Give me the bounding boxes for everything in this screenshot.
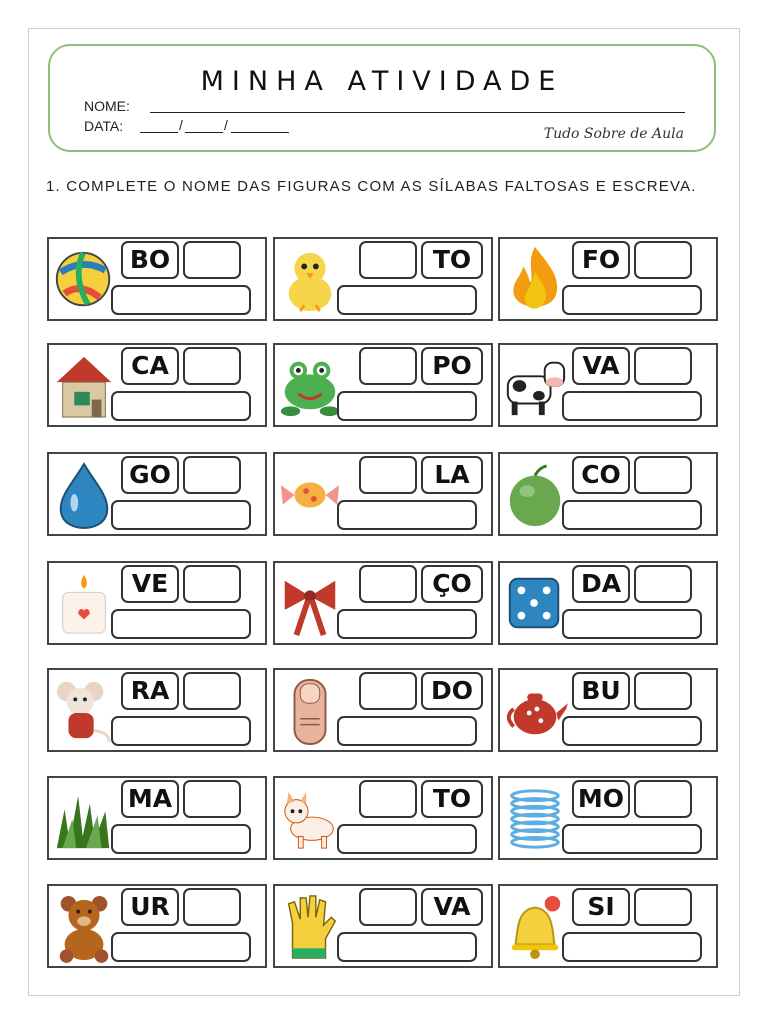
exercise-card xyxy=(47,343,267,427)
exercise-card xyxy=(273,668,493,752)
missing-syllable-box[interactable] xyxy=(359,672,417,710)
syllable-box: TO xyxy=(421,780,483,818)
syllable-box: ÇO xyxy=(421,565,483,603)
answer-field[interactable] xyxy=(337,824,477,854)
fire-icon xyxy=(502,243,568,317)
answer-field[interactable] xyxy=(111,285,251,315)
missing-syllable-box[interactable] xyxy=(359,888,417,926)
missing-syllable-box[interactable] xyxy=(634,672,692,710)
syllable-box: GO xyxy=(121,456,179,494)
answer-field[interactable] xyxy=(562,824,702,854)
answer-field[interactable] xyxy=(111,824,251,854)
bell-icon xyxy=(502,890,568,964)
syllable-box: UR xyxy=(121,888,179,926)
exercise-card xyxy=(47,237,267,321)
grass-icon xyxy=(51,782,117,856)
exercise-card xyxy=(498,237,718,321)
mouse-icon xyxy=(51,674,117,748)
missing-syllable-box[interactable] xyxy=(634,347,692,385)
answer-field[interactable] xyxy=(562,716,702,746)
answer-field[interactable] xyxy=(562,932,702,962)
exercise-card xyxy=(498,776,718,860)
syllable-box: DO xyxy=(421,672,483,710)
answer-field[interactable] xyxy=(562,391,702,421)
candle-icon xyxy=(51,567,117,641)
exercise-card xyxy=(273,237,493,321)
date-month-line[interactable] xyxy=(185,118,223,133)
teapot-icon xyxy=(502,674,568,748)
instruction-text: 1. COMPLETE O NOME DAS FIGURAS COM AS SÍLABAS FALTOSAS E ESCREVA. xyxy=(46,178,697,195)
missing-syllable-box[interactable] xyxy=(183,672,241,710)
missing-syllable-box[interactable] xyxy=(183,780,241,818)
missing-syllable-box[interactable] xyxy=(183,565,241,603)
missing-syllable-box[interactable] xyxy=(634,241,692,279)
missing-syllable-box[interactable] xyxy=(183,241,241,279)
answer-field[interactable] xyxy=(111,391,251,421)
missing-syllable-box[interactable] xyxy=(183,347,241,385)
cat-icon xyxy=(277,782,343,856)
exercise-card xyxy=(273,884,493,968)
water-drop-icon xyxy=(51,458,117,532)
exercise-card xyxy=(273,776,493,860)
bow-icon xyxy=(277,567,343,641)
exercise-card xyxy=(498,884,718,968)
answer-field[interactable] xyxy=(111,716,251,746)
date-separator: / xyxy=(224,117,228,133)
exercise-card xyxy=(273,343,493,427)
date-year-line[interactable] xyxy=(231,118,289,133)
syllable-box: VA xyxy=(572,347,630,385)
syllable-box: SI xyxy=(572,888,630,926)
syllable-box: DA xyxy=(572,565,630,603)
name-label: NOME: xyxy=(84,98,130,114)
syllable-box: BO xyxy=(121,241,179,279)
exercise-card xyxy=(47,776,267,860)
missing-syllable-box[interactable] xyxy=(359,780,417,818)
syllable-box: MO xyxy=(572,780,630,818)
syllable-box: FO xyxy=(572,241,630,279)
teddy-bear-icon xyxy=(51,890,117,964)
syllable-box: TO xyxy=(421,241,483,279)
exercise-card xyxy=(47,561,267,645)
answer-field[interactable] xyxy=(337,932,477,962)
cow-icon xyxy=(502,349,568,423)
ball-icon xyxy=(51,243,117,317)
house-icon xyxy=(51,349,117,423)
missing-syllable-box[interactable] xyxy=(359,565,417,603)
missing-syllable-box[interactable] xyxy=(183,888,241,926)
answer-field[interactable] xyxy=(337,716,477,746)
answer-field[interactable] xyxy=(111,609,251,639)
coconut-icon xyxy=(502,458,568,532)
syllable-box: VE xyxy=(121,565,179,603)
answer-field[interactable] xyxy=(337,500,477,530)
signature-logo: Tudo Sobre de Aula xyxy=(543,126,684,142)
missing-syllable-box[interactable] xyxy=(634,888,692,926)
answer-field[interactable] xyxy=(562,500,702,530)
exercise-card xyxy=(47,668,267,752)
answer-field[interactable] xyxy=(337,285,477,315)
worksheet-header xyxy=(48,44,716,152)
missing-syllable-box[interactable] xyxy=(183,456,241,494)
frog-icon xyxy=(277,349,343,423)
missing-syllable-box[interactable] xyxy=(359,347,417,385)
chick-icon xyxy=(277,243,343,317)
syllable-box: CO xyxy=(572,456,630,494)
date-separator: / xyxy=(179,117,183,133)
missing-syllable-box[interactable] xyxy=(634,565,692,603)
exercise-card xyxy=(273,452,493,536)
answer-field[interactable] xyxy=(562,285,702,315)
date-label: DATA: xyxy=(84,118,124,134)
syllable-box: RA xyxy=(121,672,179,710)
syllable-box: LA xyxy=(421,456,483,494)
syllable-box: MA xyxy=(121,780,179,818)
candy-icon xyxy=(277,458,343,532)
glove-icon xyxy=(277,890,343,964)
answer-field[interactable] xyxy=(111,500,251,530)
answer-field[interactable] xyxy=(337,609,477,639)
answer-field[interactable] xyxy=(562,609,702,639)
missing-syllable-box[interactable] xyxy=(634,780,692,818)
exercise-card xyxy=(273,561,493,645)
dice-icon xyxy=(502,567,568,641)
exercise-card xyxy=(498,668,718,752)
exercise-card xyxy=(498,343,718,427)
name-line[interactable] xyxy=(150,98,685,113)
missing-syllable-box[interactable] xyxy=(359,241,417,279)
spring-icon xyxy=(502,782,568,856)
missing-syllable-box[interactable] xyxy=(359,456,417,494)
exercise-card xyxy=(47,452,267,536)
date-day-line[interactable] xyxy=(140,118,178,133)
page-title: MINHA ATIVIDADE xyxy=(200,66,564,97)
answer-field[interactable] xyxy=(337,391,477,421)
syllable-box: PO xyxy=(421,347,483,385)
syllable-box: VA xyxy=(421,888,483,926)
exercise-card xyxy=(498,561,718,645)
syllable-box: BU xyxy=(572,672,630,710)
finger-icon xyxy=(277,674,343,748)
answer-field[interactable] xyxy=(111,932,251,962)
exercise-card xyxy=(47,884,267,968)
syllable-box: CA xyxy=(121,347,179,385)
exercise-card xyxy=(498,452,718,536)
missing-syllable-box[interactable] xyxy=(634,456,692,494)
